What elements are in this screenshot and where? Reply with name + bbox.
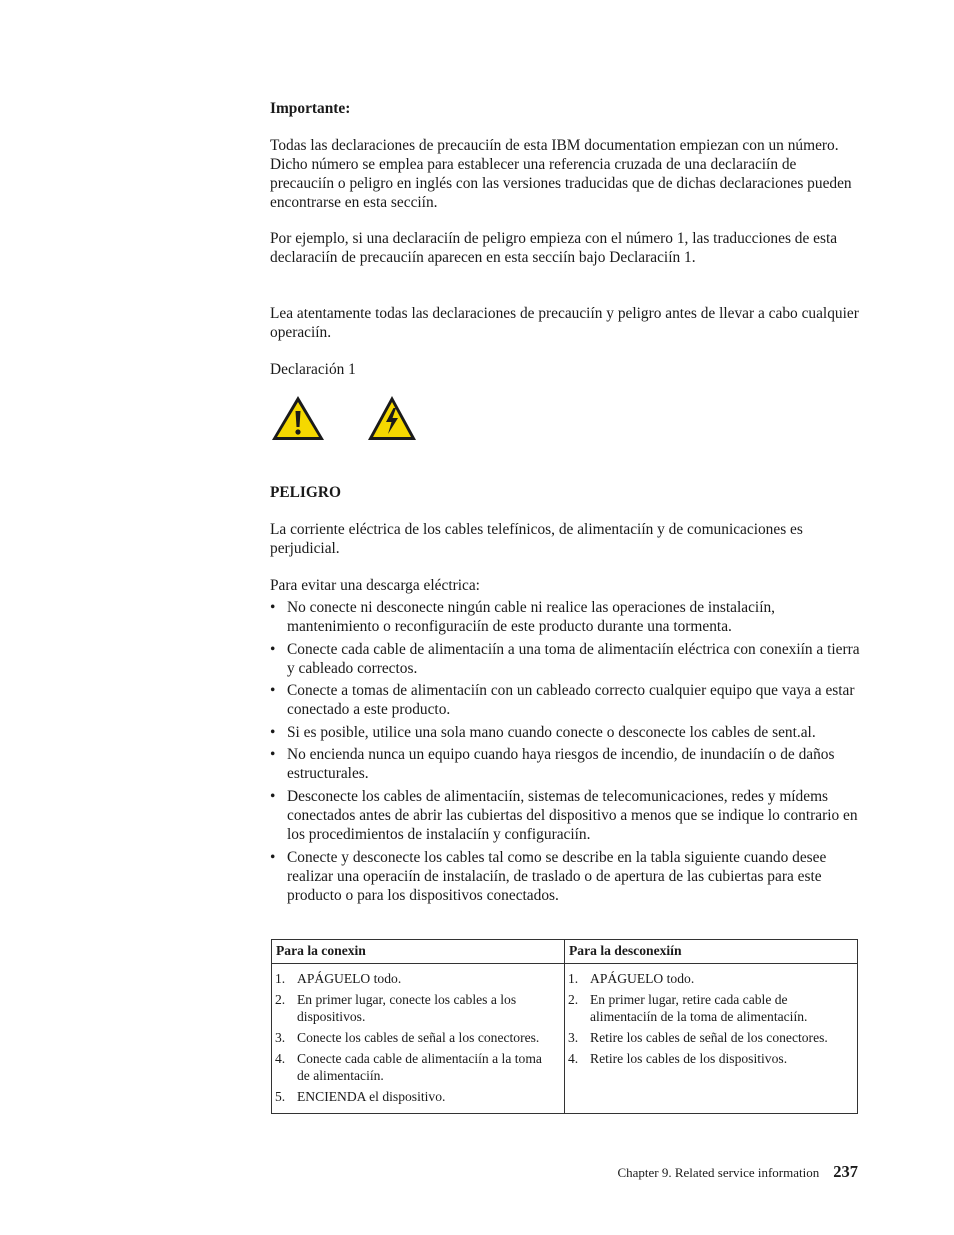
table-row (275, 1029, 558, 1046)
danger-lead: Para evitar una descarga eléctrica: (270, 577, 480, 594)
chapter-title: Chapter 9. Related service information (617, 1165, 820, 1180)
table-row (568, 1050, 851, 1067)
list-item: • No conecte ni desconecte ningún cable ni realice las operaciones de instalaciín, mantenimiento o reconfiguraciín de este producto durante una tormenta. (270, 598, 860, 636)
disconnect-steps-cell (565, 964, 858, 1114)
disconnect-column-header: Para la desconexiín (565, 940, 858, 964)
step-text: ENCIENDA el dispositivo. (297, 1089, 446, 1104)
statement-label: Declaración 1 (270, 361, 356, 378)
step-number: 1. (568, 971, 579, 986)
list-item: • Conecte cada cable de alimentaciín a una toma de alimentaciín eléctrica con conexiín a tierra y cableado correctos. (270, 640, 860, 678)
page-number: 237 (833, 1162, 858, 1181)
step-number: 2. (275, 992, 286, 1007)
precaution-list (270, 598, 860, 908)
danger-paragraph: La corriente eléctrica de los cables telefínicos, de alimentaciín y de comunicaciones es perjudicial. (270, 521, 803, 557)
table-row (568, 991, 851, 1025)
importante-heading: Importante: (270, 100, 351, 117)
table-row (275, 1050, 558, 1084)
connection-table (271, 939, 858, 1114)
lightning-warning-icon (366, 394, 418, 442)
table-row (275, 991, 558, 1025)
table-row (275, 970, 558, 987)
step-number: 3. (275, 1030, 286, 1045)
list-item: • No encienda nunca un equipo cuando haya riesgos de incendio, de inundaciín o de daños estructurales. (270, 745, 860, 783)
list-item: • Conecte a tomas de alimentaciín con un cableado correcto cualquier equipo que vaya a estar conectado a este producto. (270, 681, 860, 719)
disconnect-steps (568, 970, 851, 1067)
step-number: 2. (568, 992, 579, 1007)
peligro-heading: PELIGRO (270, 484, 341, 501)
step-text: Conecte los cables de señal a los conectores. (297, 1030, 540, 1045)
connect-steps-cell (272, 964, 565, 1114)
table-row (568, 1029, 851, 1046)
connect-steps (275, 970, 558, 1105)
page-footer (617, 1162, 858, 1182)
step-number: 5. (275, 1089, 286, 1104)
list-item: • Desconecte los cables de alimentaciín, sistemas de telecomunicaciones, redes y mídems conectados antes de abrir las cubiertas del dispositivo a menos que se indique lo contrario en los procedimientos de instalaciín y configuraciín. (270, 787, 860, 844)
step-number: 4. (275, 1051, 286, 1066)
step-number: 3. (568, 1030, 579, 1045)
step-text: Conecte cada cable de alimentaciín a la toma de alimentaciín. (297, 1051, 542, 1083)
exclamation-warning-icon (270, 394, 326, 442)
table-row (275, 1088, 558, 1105)
step-number: 4. (568, 1051, 579, 1066)
step-text: Retire los cables de los dispositivos. (590, 1051, 788, 1066)
list-item: • Si es posible, utilice una sola mano cuando conecte o desconecte los cables de sent.al. (270, 723, 860, 742)
step-number: 1. (275, 971, 286, 986)
step-text: En primer lugar, retire cada cable de alimentaciín de la toma de alimentaciín. (590, 992, 808, 1024)
list-item: • Conecte y desconecte los cables tal como se describe en la tabla siguiente cuando desee realizar una operaciín de instalaciín, de traslado o de apertura de las cubiertas para este producto o para los dispositivos conectados. (270, 848, 860, 905)
step-text: APÁGUELO todo. (590, 971, 695, 986)
intro-paragraph-3: Lea atentamente todas las declaraciones de precauciín y peligro antes de llevar a cabo cualquier operaciín. (270, 305, 859, 341)
step-text: En primer lugar, conecte los cables a los dispositivos. (297, 992, 517, 1024)
step-text: Retire los cables de señal de los conectores. (590, 1030, 828, 1045)
intro-paragraph-1: Todas las declaraciones de precauciín de esta IBM documentation empiezan con un número. Dicho número se emplea para establecer una referencia cruzada de una declaraciín de precauciín o peligro en inglés con las versiones traducidas que de dichas declaraciones pueden encontrarse en esta secciín. (270, 137, 852, 211)
table-row (568, 970, 851, 987)
intro-paragraph-2: Por ejemplo, si una declaraciín de peligro empieza con el número 1, las traducciones de esta declaraciín de precauciín aparecen en esta secciín bajo Declaraciín 1. (270, 230, 838, 266)
connect-column-header: Para la conexin (272, 940, 565, 964)
step-text: APÁGUELO todo. (297, 971, 402, 986)
